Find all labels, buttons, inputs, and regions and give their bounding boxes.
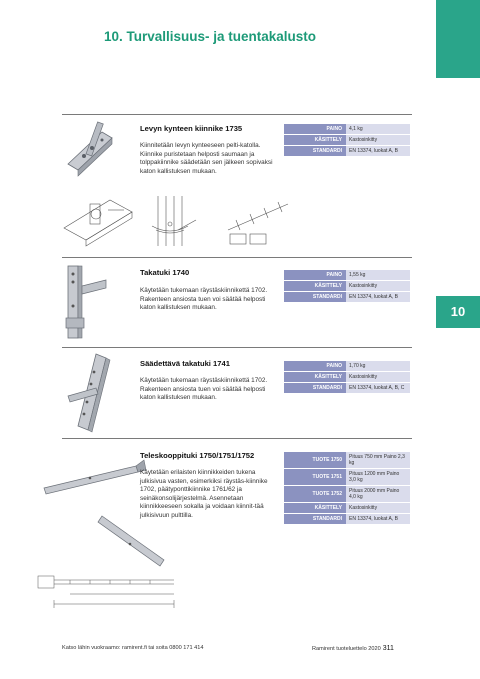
spec-row: PAINO 1,55 kg	[284, 270, 410, 280]
page-title: 10. Turvallisuus- ja tuentakalusto	[103, 29, 317, 44]
section-divider	[62, 438, 412, 439]
spec-row: KÄSITTELY Kastosinkitty	[284, 135, 410, 145]
section-divider	[62, 257, 412, 258]
spec-table	[284, 452, 410, 525]
spec-row: TUOTE 1750 Pituus 750 mm Paino 2,3 kg	[284, 452, 410, 468]
spec-row: TUOTE 1752 Pituus 2000 mm Paino 4,0 kg	[284, 486, 410, 502]
product-title: Säädettävä takatuki 1741	[140, 359, 230, 368]
footer-contact: Katso lähin vuokraamo: ramirent.fi tai soita 0800 171 414	[62, 645, 204, 651]
product-title: Levyn kynteen kiinnike 1735	[140, 124, 243, 133]
spec-table	[284, 124, 410, 157]
spec-row: STANDARDI EN 13374, luokat A, B	[284, 146, 410, 156]
spec-row: KÄSITTELY Kastosinkitty	[284, 281, 410, 291]
spec-row: STANDARDI EN 13374, luokat A, B	[284, 514, 410, 524]
product-description: Käytetään tukemaan räystäskiinnikettä 1702. Rakenteen ansiosta tuen voi säätää helposti katon kallistuksen mukaan.	[140, 287, 268, 312]
spec-table	[284, 270, 410, 303]
product-description: Käytetään erilaisten kiinnikkeiden tukena julkisivua vasten, esimerkiksi räystäs-kiinnike 1702, päätyponttikiinnike 1761/62 ja seinäkonsolijärjestelmä. Asennetaan kiinnikkeeseen sokalla ja voidaan kiinnit-tää julkisivuun pulttilla.	[140, 469, 268, 519]
dimension-drawing	[34, 568, 184, 610]
spec-table	[284, 361, 410, 394]
section-divider	[62, 114, 412, 115]
spec-row: STANDARDI EN 13374, luokat A, B, C	[284, 383, 410, 393]
section-tab: 10	[436, 296, 480, 328]
product-title: Teleskooppituki 1750/1751/1752	[140, 451, 255, 460]
spec-row: STANDARDI EN 13374, luokat A, B	[284, 292, 410, 302]
section-tab-header	[436, 0, 480, 78]
product-title: Takatuki 1740	[140, 268, 190, 277]
product-1735-photo	[62, 118, 134, 180]
spec-row: TUOTE 1751 Pituus 1200 mm Paino 3,0 kg	[284, 469, 410, 485]
footer-catalogue	[312, 645, 394, 652]
footer-catalogue-name: Ramirent tuoteluettelo 2020	[312, 646, 381, 652]
product-description: Kiinnitetään levyn kynteeseen pelti-katolla. Kiinnike puristetaan helposti saumaan ja tolppakiinnike säädetään sen jälkeen sopivaksi katon kallistuksen mukaan.	[140, 142, 273, 175]
section-divider	[62, 347, 412, 348]
spec-row: KÄSITTELY Kastosinkitty	[284, 372, 410, 382]
product-1740-photo	[62, 262, 112, 342]
page-number: 311	[382, 645, 394, 652]
product-description: Käytetään tukemaan räystäskiinnikettä 1702. Rakenteen ansiosta tuen voi säätää helposti katon kallistuksen mukaan.	[140, 377, 268, 402]
spec-row: KÄSITTELY Kastosinkitty	[284, 503, 410, 513]
spec-row: PAINO 1,70 kg	[284, 361, 410, 371]
installation-drawings	[60, 190, 300, 250]
product-1741-photo	[66, 352, 126, 434]
spec-row: PAINO 4,1 kg	[284, 124, 410, 134]
